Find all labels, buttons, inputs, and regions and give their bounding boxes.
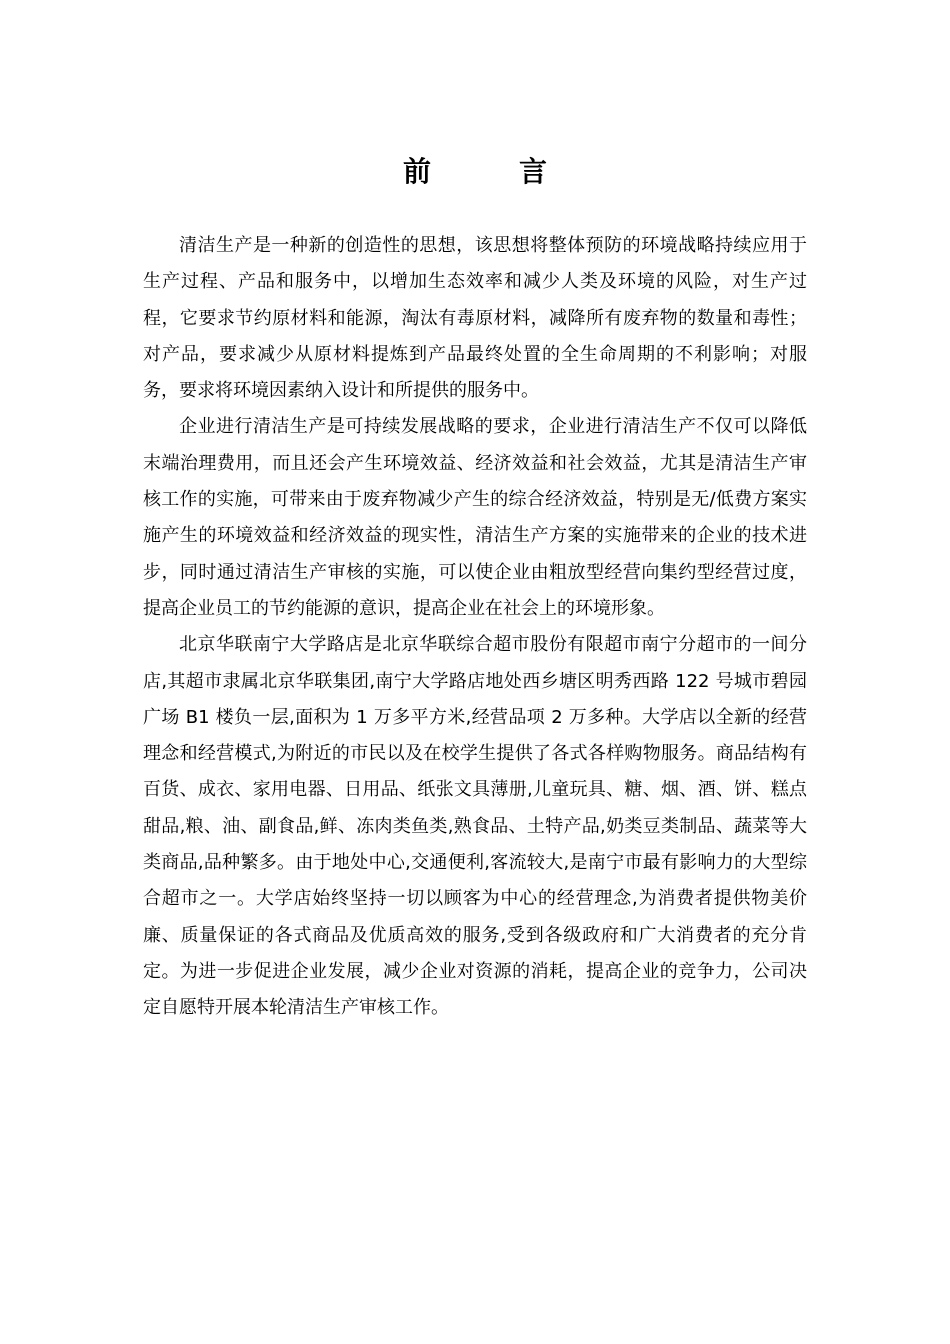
- title-char-1: 前: [402, 155, 431, 188]
- preface-body: [143, 228, 807, 1027]
- paragraph-3: 北京华联南宁大学路店是北京华联综合超市股份有限超市南宁分超市的一间分店,其超市隶属北京华联集团,南宁大学路店地处西乡塘区明秀西路 122 号城市碧园广场 B1 楼负一层,面积为 1 万多平方米,经营品项 2 万多种。大学店以全新的经营理念和经营模式,为附近的市民以及在校学生提供了各式各样购物服务。商品结构有百货、成衣、家用电器、日用品、纸张文具薄册,儿童玩具、糖、烟、酒、饼、糕点甜品,粮、油、副食品,鲜、冻肉类鱼类,熟食品、土特产品,奶类豆类制品、蔬菜等大类商品,品种繁多。由于地处中心,交通便利,客流较大,是南宁市最有影响力的大型综合超市之一。大学店始终坚持一切以顾客为中心的经营理念,为消费者提供物美价廉、质量保证的各式商品及优质高效的服务,受到各级政府和广大消费者的充分肯定。为进一步促进企业发展，减少企业对资源的消耗，提高企业的竞争力，公司决定自愿特开展本轮清洁生产审核工作。: [143, 634, 807, 1019]
- paragraph-2: 企业进行清洁生产是可持续发展战略的要求，企业进行清洁生产不仅可以降低末端治理费用，而且还会产生环境效益、经济效益和社会效益，尤其是清洁生产审核工作的实施，可带来由于废弃物减少产生的综合经济效益，特别是无/低费方案实施产生的环境效益和经济效益的现实性，清洁生产方案的实施带来的企业的技术进步，同时通过清洁生产审核的实施，可以使企业由粗放型经营向集约型经营过度，提高企业员工的节约能源的意识，提高企业在社会上的环境形象。: [143, 416, 807, 619]
- title-char-2: 言: [519, 155, 548, 188]
- paragraph-1: 清洁生产是一种新的创造性的思想，该思想将整体预防的环境战略持续应用于生产过程、产品和服务中，以增加生态效率和减少人类及环境的风险，对生产过程，它要求节约原材料和能源，淘汰有毒原材料，减降所有废弃物的数量和毒性；对产品，要求减少从原材料提炼到产品最终处置的全生命周期的不利影响；对服务，要求将环境因素纳入设计和所提供的服务中。: [143, 235, 807, 402]
- page-title: [0, 150, 950, 194]
